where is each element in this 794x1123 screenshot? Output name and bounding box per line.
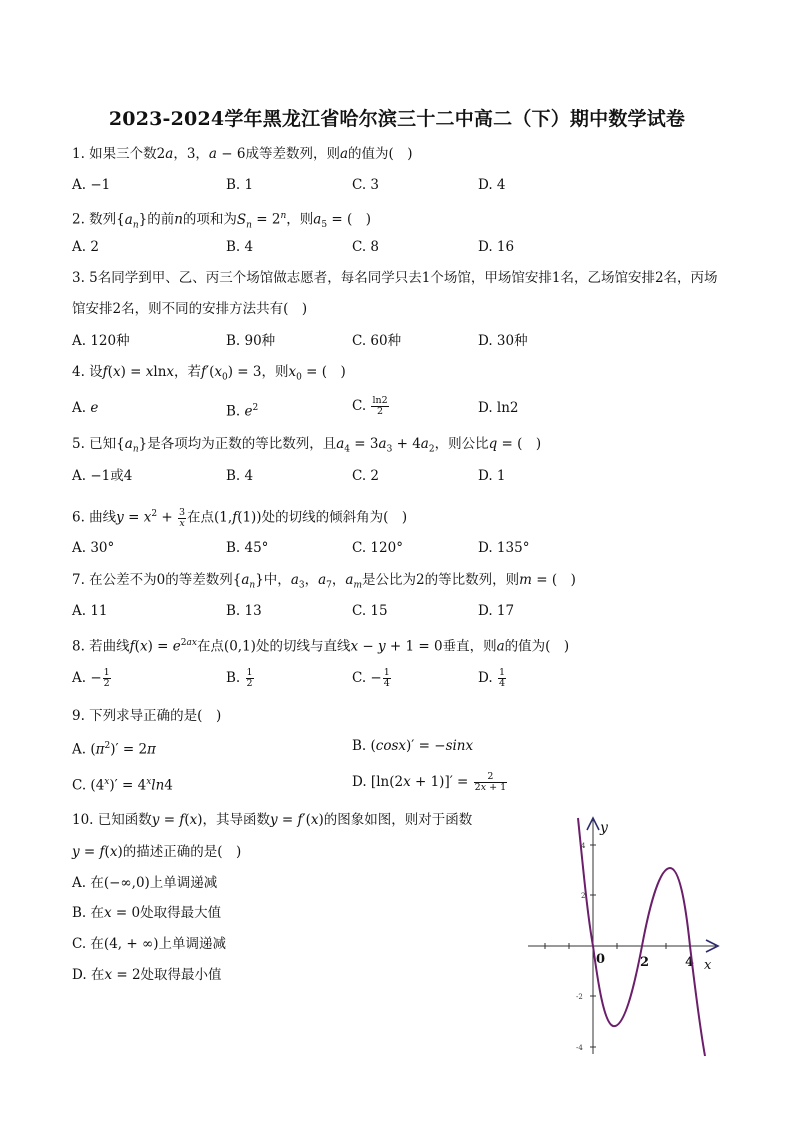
question-6-option-c[interactable]: C. 120°	[352, 540, 403, 556]
question-9-option-b[interactable]: B. (cosx)′ = −sinx	[352, 738, 474, 754]
question-7-option-b[interactable]: B. 13	[226, 603, 262, 619]
question-1-option-c[interactable]: C. 3	[352, 177, 380, 193]
question-9-stem: 9. 下列求导正确的是( )	[72, 708, 222, 724]
question-10-option-d[interactable]: D. 在x = 2处取得最小值	[72, 967, 222, 983]
question-2-stem: 2. 数列$\{a_n\}$的前n的项和为$S_n = 2^n$，则$a_5$ = ( )	[72, 211, 371, 231]
question-4-option-a[interactable]: A. e	[72, 400, 99, 416]
question-8-option-c[interactable]: C. − $\frac{1}{4}$	[352, 667, 390, 689]
question-9-option-c[interactable]: C. $(4^x)' = 4^x\ln 4$	[72, 777, 173, 794]
question-2-option-a[interactable]: A. 2	[72, 239, 99, 255]
question-8-option-b[interactable]: B. $\frac{1}{2}$	[226, 667, 253, 689]
origin-label: 0	[596, 952, 606, 967]
question-4-option-b[interactable]: B. $e^2$	[226, 403, 259, 420]
derivative-curve	[578, 818, 705, 1056]
question-3-option-d[interactable]: D. 30种	[478, 333, 528, 349]
question-5-option-c[interactable]: C. 2	[352, 468, 380, 484]
x-axis-label: x	[704, 958, 712, 973]
y-tick-label-neg4: -4	[576, 1044, 583, 1052]
y-tick-label-2: 2	[581, 892, 586, 900]
question-4-option-c[interactable]: C. $\frac{\ln 2}{2}$	[352, 395, 388, 417]
question-6-stem: 6. 曲线$y = x^2$ + $\frac{3}{x}$ 在点(1,f(1))处的切线的倾斜角为( )	[72, 506, 408, 529]
question-6-option-a[interactable]: A. 30°	[72, 540, 115, 556]
question-5-option-b[interactable]: B. 4	[226, 468, 254, 484]
question-1-stem: 1. 如果三个数2a，3，a − 6成等差数列，则a的值为( )	[72, 146, 413, 162]
question-3-option-b[interactable]: B. 90种	[226, 333, 276, 349]
question-3-stem: 3. 5名同学到甲、乙、丙三个场馆做志愿者，每名同学只去1个场馆，甲场馆安排1名，乙场馆安排2名，丙场馆安排2名，则不同的安排方法共有( )	[72, 270, 718, 317]
question-5-stem: 5. 已知$\{a_n\}$是各项均为正数的等比数列，且$a_4 = 3a_3 + 4a_2$，则公比q = ( )	[72, 436, 542, 455]
question-10-option-c[interactable]: C. 在(4, + ∞)上单调递减	[72, 936, 226, 952]
question-10-stem-line-2: y = f(x)的描述正确的是( )	[72, 844, 242, 860]
exam-title: 2023-2024学年黑龙江省哈尔滨三十二中高二（下）期中数学试卷	[108, 108, 686, 130]
question-2-option-c[interactable]: C. 8	[352, 239, 380, 255]
question-1-option-b[interactable]: B. 1	[226, 177, 254, 193]
x-tick-label-4: 4	[685, 955, 695, 970]
derivative-graph	[520, 808, 735, 1063]
question-7-option-c[interactable]: C. 15	[352, 603, 388, 619]
question-8-option-a[interactable]: A. − $\frac{1}{2}$	[72, 667, 110, 689]
question-2-option-d[interactable]: D. 16	[478, 239, 515, 255]
x-tick-label-2: 2	[640, 955, 650, 970]
question-9-option-d[interactable]: D. [ln(2x + 1)]′ = $\frac{2}{2x + 1}$	[352, 771, 507, 793]
question-2-option-b[interactable]: B. 4	[226, 239, 254, 255]
question-3-option-c[interactable]: C. 60种	[352, 333, 402, 349]
question-8-stem: 8. 若曲线$f(x) = e^{2ax}$在点(0,1)处的切线与直线x − y + 1 = 0垂直，则a的值为( )	[72, 638, 570, 655]
question-5-option-d[interactable]: D. 1	[478, 468, 506, 484]
question-10-stem-line-1: 10. 已知函数y = f(x)，其导函数y = f′(x)的图象如图，则对于函数	[72, 812, 473, 828]
question-7-option-d[interactable]: D. 17	[478, 603, 515, 619]
question-10-option-a[interactable]: A. 在(−∞,0)上单调递减	[72, 875, 218, 891]
question-7-stem: 7. 在公差不为0的等差数列$\{a_n\}$中，$a_3$，$a_7$，$a_m$是公比为2的等比数列，则m = ( )	[72, 572, 576, 591]
question-8-option-d[interactable]: D. $\frac{1}{4}$	[478, 667, 505, 689]
question-6-option-b[interactable]: B. 45°	[226, 540, 269, 556]
question-1-option-a[interactable]: A. −1	[72, 177, 111, 193]
question-9-option-a[interactable]: A. $(\pi^2)' = 2\pi$	[72, 741, 156, 758]
question-5-option-a[interactable]: A. −1或4	[72, 468, 133, 484]
question-6-option-d[interactable]: D. 135°	[478, 540, 530, 556]
question-1-option-d[interactable]: D. 4	[478, 177, 506, 193]
y-axis-label: y	[600, 820, 608, 836]
question-4-stem: 4. 设f(x) = xlnx，若$f'(x_0) = 3$，则$x_0$ = ( )	[72, 364, 346, 383]
question-4-option-d[interactable]: D. ln2	[478, 400, 519, 416]
y-tick-label-neg2: -2	[576, 993, 583, 1001]
question-7-option-a[interactable]: A. 11	[72, 603, 108, 619]
question-3-option-a[interactable]: A. 120种	[72, 333, 130, 349]
y-tick-label-4: 4	[581, 842, 586, 850]
question-10-option-b[interactable]: B. 在x = 0处取得最大值	[72, 905, 222, 921]
